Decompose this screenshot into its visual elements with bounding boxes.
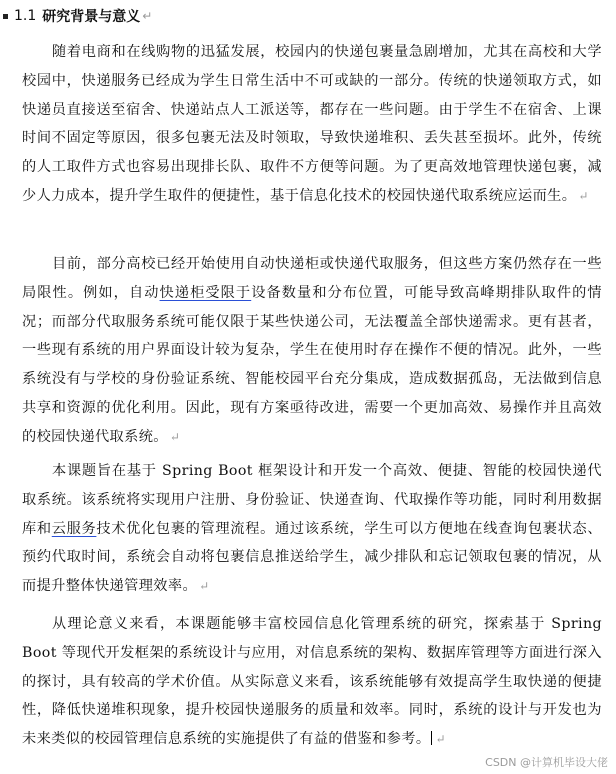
paragraph-mark: ↵ [578, 188, 589, 203]
heading-bullet [3, 14, 8, 19]
paragraph-current-situation[interactable] [22, 250, 602, 452]
text-cursor [431, 731, 432, 745]
paragraph-background[interactable] [22, 38, 602, 211]
paragraph-mark: ↵ [169, 429, 181, 444]
paragraph-text: 从理论意义来看，本课题能够丰富校园信息化管理系统的研究，探索基于 Spring Boot 等现代开发框架的系统设计与应用，对信息系统的架构、数据库管理等方面进行深入的探讨，具有较高的学术价值。从实际意义来看，该系统能够有效提高学生取快递的便捷性，降低快递堆积现象，提升校园快递服务的质量和效率。同时，系统的设计与开发也为未来类似的校园管理信息系统的实施提供了有益的借鉴和参考。 [22, 616, 602, 748]
paragraph-text: 随着电商和在线购物的迅猛发展，校园内的快递包裹量急剧增加，尤其在高校和大学校园中，快递服务已经成为学生日常生活中不可或缺的一部分。传统的快递领取方式，如快递员直接送至宿舍、快递站点人工派送等，都存在一些问题。由于学生不在宿舍、上课时间不固定等原因，很多包裹无法及时领取，导致快递堆积、丢失甚至损坏。此外，传统的人工取件方式也容易出现排长队、取件不方便等问题。为了更高效地管理快递包裹，减少人力成本，提升学生取件的便捷性，基于信息化技术的校园快递代取系统应运而生。 [22, 44, 602, 204]
paragraph-project-goal[interactable] [22, 457, 602, 601]
paragraph-text-after: 技术优化包裹的管理流程。通过该系统，学生可以方便地在线查询包裹状态、预约代取时间，系统会自动将包裹信息推送给学生，减少排队和忘记领取包裹的情况，从而提升整体快递管理效率。 [22, 520, 602, 595]
paragraph-text-before: 目前，部分高校已经开始使用自动快递柜或快递代取服务，但这些方案仍然存在一些局限性。例如，自动 [22, 256, 602, 301]
section-title: 研究背景与意义 [42, 9, 141, 25]
section-number: 1.1 [14, 8, 37, 24]
paragraph-mark: ↵ [199, 579, 210, 594]
paragraph-significance[interactable] [22, 610, 602, 754]
paragraph-mark: ↵ [142, 9, 153, 23]
section-heading [0, 6, 152, 26]
paragraph-text-after: 设备数量和分布位置，可能导致高峰期排队取件的情况；而部分代取服务系统可能仅限于某些快递公司，无法覆盖全部快递需求。更有甚者，一些现有系统的用户界面设计较为复杂，学生在使用时存在操作不便的情况。此外，一些系统没有与学校的身份验证系统、智能校园平台充分集成，造成数据孤岛，无法做到信息共享和资源的优化利用。因此，现有方案亟待改进，需要一个更加高效、易操作并且高效的校园快递代取系统。 [22, 284, 602, 445]
paragraph-mark: ↵ [435, 732, 446, 747]
underlined-phrase: 云服务 [51, 520, 97, 537]
underlined-phrase: 快递柜受限于 [159, 284, 252, 301]
watermark: CSDN @计算机毕设大佬 [485, 756, 608, 769]
paragraph-text-before: 本课题旨在基于 Spring Boot 框架设计和开发一个高效、便捷、智能的校园快递代取系统。该系统将实现用户注册、身份验证、快递查询、代取操作等功能，同时利用数据库和 [22, 463, 602, 537]
